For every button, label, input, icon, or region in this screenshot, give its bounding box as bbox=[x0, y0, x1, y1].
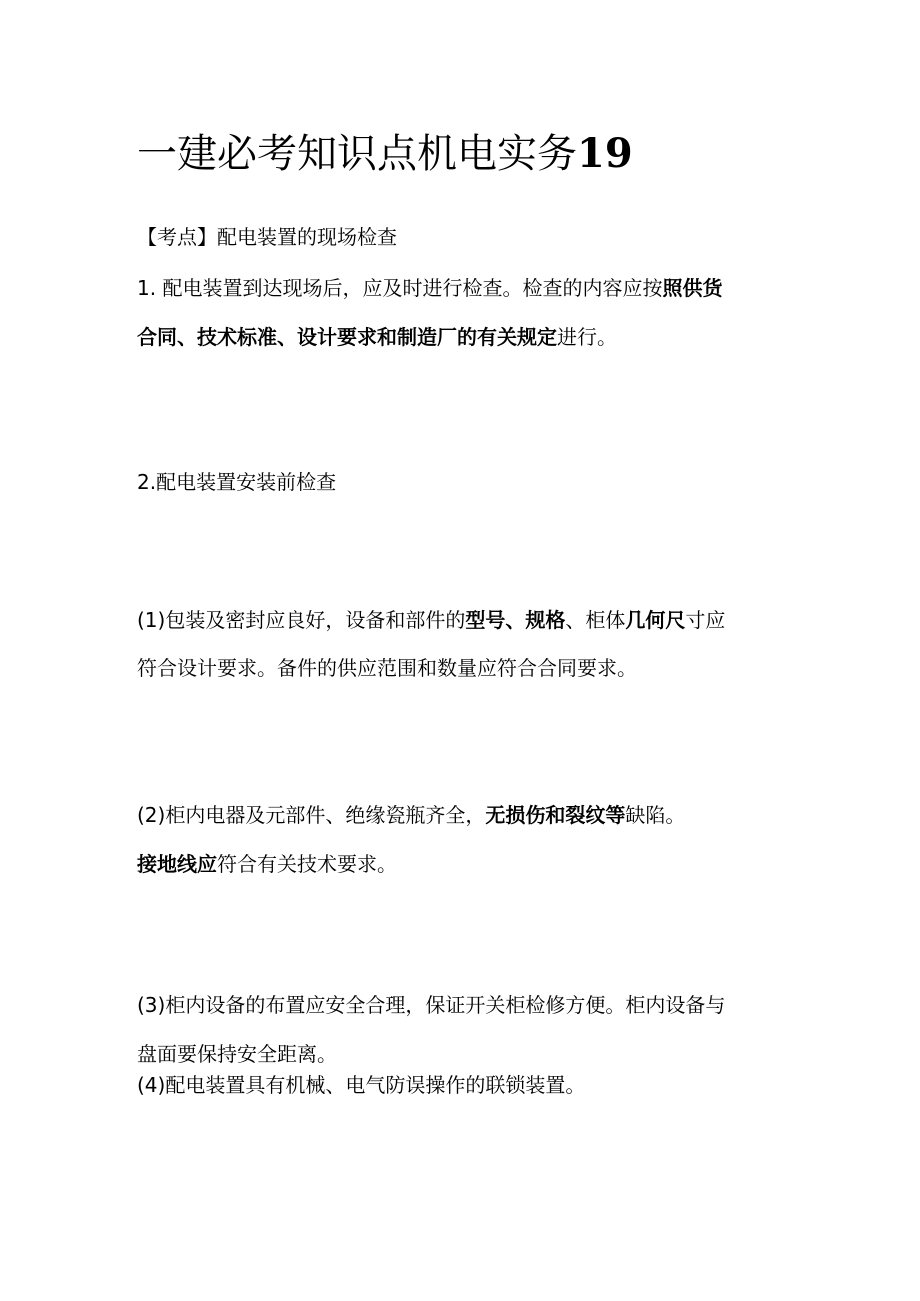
title-text: 一建必考知识点机电实务 bbox=[137, 131, 577, 177]
sub4-line1: (4)配电装置具有机械、电气防误操作的联锁装置。 bbox=[137, 1073, 586, 1097]
item1-line1 bbox=[137, 274, 722, 302]
sub2-bold-text: 接地线应 bbox=[137, 852, 217, 876]
item1-bold-text: 照供货 bbox=[662, 276, 723, 300]
sub1-line2: 符合设计要求。备件的供应范围和数量应符合合同要求。 bbox=[137, 656, 637, 680]
page-title bbox=[137, 128, 633, 180]
sub1-text: 寸应 bbox=[685, 608, 726, 632]
sub1-text: 、柜体 bbox=[565, 608, 626, 632]
sub2-line2 bbox=[137, 850, 397, 878]
sub3-line1: (3)柜内设备的布置应安全合理，保证开关柜检修方便。柜内设备与 bbox=[137, 993, 726, 1017]
sub1-bold-text: 几何尺 bbox=[625, 608, 686, 632]
topic-line: 【考点】配电装置的现场检查 bbox=[137, 225, 397, 249]
item1-line2 bbox=[137, 323, 617, 351]
item1-text: 1. 配电装置到达现场后，应及时进行检查。检查的内容应按 bbox=[137, 276, 663, 300]
sub3-line2: 盘面要保持安全距离。 bbox=[137, 1042, 337, 1066]
sub1-bold-text: 型号、规格 bbox=[465, 608, 566, 632]
sub2-text: 符合有关技术要求。 bbox=[217, 852, 397, 876]
sub2-line1 bbox=[137, 801, 685, 829]
sub2-text: 缺陷。 bbox=[625, 803, 686, 827]
sub1-line1 bbox=[137, 606, 725, 634]
sub2-bold-text: 无损伤和裂纹等 bbox=[485, 803, 626, 827]
item2-heading: 2.配电装置安装前检查 bbox=[137, 470, 337, 494]
item1-bold-text: 合同、技术标准、设计要求和制造厂的有关规定 bbox=[137, 325, 557, 349]
title-number: 19 bbox=[577, 130, 633, 177]
sub2-text: (2)柜内电器及元部件、绝缘瓷瓶齐全， bbox=[137, 803, 486, 827]
sub1-text: (1)包装及密封应良好，设备和部件的 bbox=[137, 608, 466, 632]
item1-text: 进行。 bbox=[557, 325, 617, 349]
